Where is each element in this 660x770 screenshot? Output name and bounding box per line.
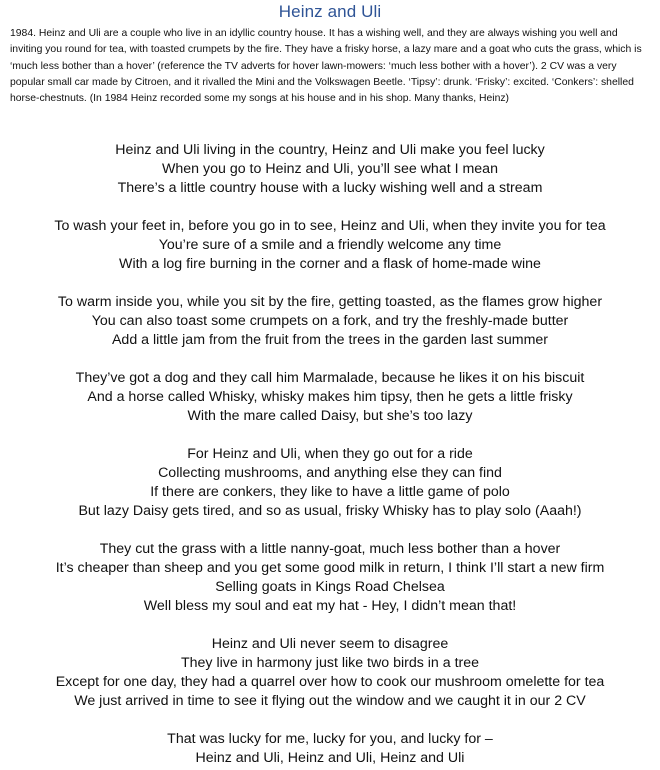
lyric-line: You’re sure of a smile and a friendly welcome any time [158, 237, 502, 254]
lyric-line: With the mare called Daisy, but she’s too lazy [187, 408, 473, 425]
lyric-line: Collecting mushrooms, and anything else they can find [158, 465, 502, 482]
lyric-line: You can also toast some crumpets on a fork, and try the freshly-made butter [91, 313, 569, 330]
verse-3 [10, 293, 650, 350]
lyric-line: Heinz and Uli never seem to disagree [211, 636, 449, 653]
lyric-line: They’ve got a dog and they call him Marmalade, because he likes it on his biscuit [75, 370, 585, 387]
verse-8 [10, 730, 650, 768]
lyric-line: There’s a little country house with a lucky wishing well and a stream [117, 180, 543, 197]
lyric-line: And a horse called Whisky, whisky makes him tipsy, then he gets a little frisky [87, 389, 573, 406]
lyric-line: Heinz and Uli living in the country, Heinz and Uli make you feel lucky [115, 142, 545, 159]
lyric-line: They cut the grass with a little nanny-goat, much less bother than a hover [99, 541, 561, 558]
document-page [0, 2, 660, 770]
lyric-line: Heinz and Uli, Heinz and Uli, Heinz and Uli [195, 750, 465, 767]
lyric-line: To warm inside you, while you sit by the fire, getting toasted, as the flames grow higher [57, 294, 603, 311]
lyric-line: Add a little jam from the fruit from the trees in the garden last summer [111, 332, 549, 349]
lyric-line: Except for one day, they had a quarrel over how to cook our mushroom omelette for tea [55, 674, 605, 691]
lyric-line: We just arrived in time to see it flying out the window and we caught it in our 2 CV [74, 693, 586, 710]
verse-2 [10, 217, 650, 274]
lyric-line: With a log fire burning in the corner and a flask of home-made wine [119, 256, 541, 273]
lyric-line: They live in harmony just like two birds in a tree [180, 655, 480, 672]
page-title: Heinz and Uli [278, 2, 382, 21]
lyric-line: But lazy Daisy gets tired, and so as usual, frisky Whisky has to play solo (Aaah!) [78, 503, 582, 520]
lyric-line: To wash your feet in, before you go in to see, Heinz and Uli, when they invite you for tea [54, 218, 606, 235]
lyric-line: When you go to Heinz and Uli, you’ll see what I mean [162, 161, 498, 178]
lyric-line: Well bless my soul and eat my hat - Hey, I didn’t mean that! [143, 598, 517, 615]
verse-7 [10, 635, 650, 711]
verse-6 [10, 540, 650, 616]
lyrics [10, 141, 650, 768]
verse-1 [10, 141, 650, 198]
lyric-line: It’s cheaper than sheep and you get some good milk in return, I think I’ll start a new firm [55, 560, 605, 577]
lyric-line: Selling goats in Kings Road Chelsea [215, 579, 445, 596]
intro-paragraph: 1984. Heinz and Uli are a couple who live in an idyllic country house. It has a wishing well, and they are always wishing you well and inviting you round for tea, with toasted crumpets by the fire. They have a frisky horse, a lazy mare and a goat who cuts the grass, which is ‘much less bother than a hover’ (reference the TV adverts for hover lawn-mowers: ‘much less bother with a hover’). 2 CV was a very popular small car made by Citroen, and it rivalled the Mini and the Volkswagen Beetle. ‘Tipsy’: drunk. ‘Frisky’: excited. ‘Conkers’: shelled horse-chestnuts. (In 1984 Heinz recorded some my songs at his house and in his shop. Many thanks, Heinz) [10, 28, 642, 105]
lyric-line: For Heinz and Uli, when they go out for a ride [187, 446, 473, 463]
verse-4 [10, 369, 650, 426]
verse-5 [10, 445, 650, 521]
lyric-line: If there are conkers, they like to have a little game of polo [150, 484, 510, 501]
lyric-line: That was lucky for me, lucky for you, and lucky for – [167, 731, 493, 748]
